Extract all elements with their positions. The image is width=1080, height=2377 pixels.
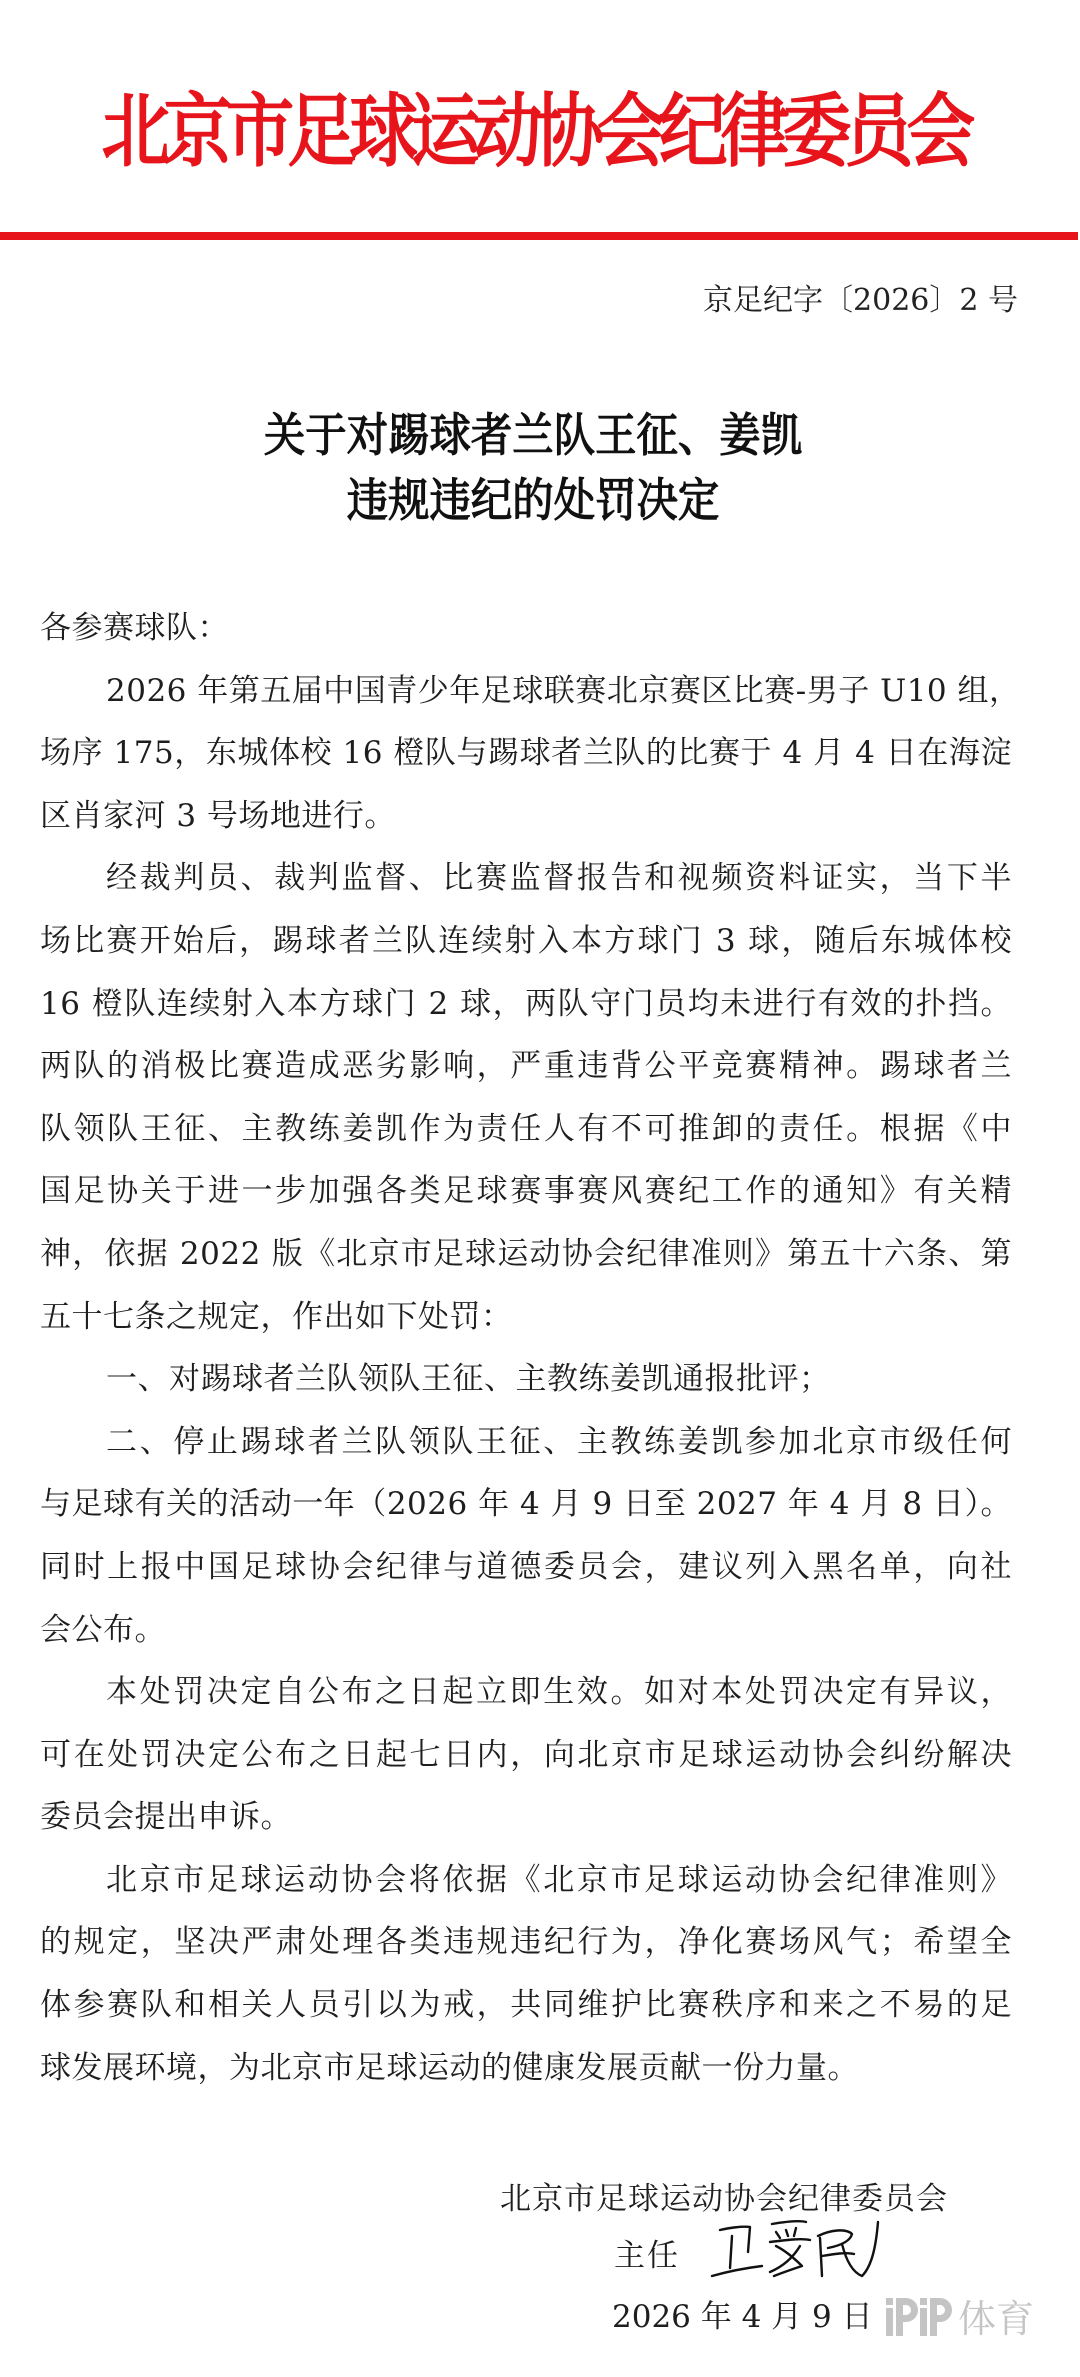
- body-line: 两队的消极比赛造成恶劣影响，严重违背公平竞赛精神。踢球者兰: [40, 1048, 1012, 1085]
- body-line: 一、对踢球者兰队领队王征、主教练姜凯通报批评；: [106, 1361, 831, 1398]
- letterhead-title: [30, 84, 1040, 178]
- watermark-text: 体育: [958, 2297, 1035, 2341]
- body-line: 球发展环境，为北京市足球运动的健康发展贡献一份力量。: [40, 2049, 859, 2086]
- body-line: 区肖家河 3 号场地进行。: [40, 797, 396, 834]
- body-line: 经裁判员、裁判监督、比赛监督报告和视频资料证实，当下半: [106, 860, 1012, 897]
- body-line: 2026 年第五届中国青少年足球联赛北京赛区比赛-男子 U10 组，: [106, 672, 1021, 709]
- headline-line-1: [0, 404, 1065, 466]
- body-line: 16 橙队连续射入本方球门 2 球，两队守门员均未进行有效的扑挡。: [40, 985, 1012, 1022]
- signature-icon: [706, 2216, 882, 2286]
- body-line: 委员会提出申诉。: [40, 1799, 292, 1836]
- salutation: 各参赛球队：: [40, 610, 229, 646]
- body-line: 可在处罚决定公布之日起七日内，向北京市足球运动协会纠纷解决: [40, 1736, 1012, 1773]
- headline-line-2: [0, 469, 1065, 531]
- document-number: 京足纪字〔2026〕2 号: [703, 283, 1018, 318]
- body-line: 场序 175，东城体校 16 橙队与踢球者兰队的比赛于 4 月 4 日在海淀: [40, 735, 1012, 772]
- body-line: 的规定，坚决严肃处理各类违规违纪行为，净化赛场风气；希望全: [40, 1924, 1012, 1961]
- body-line: 体参赛队和相关人员引以为戒，共同维护比赛秩序和来之不易的足: [40, 1987, 1012, 2024]
- headline-line-1-text: 关于对踢球者兰队王征、姜凯: [263, 408, 802, 462]
- body-line: 国足协关于进一步加强各类足球赛事赛风赛纪工作的通知》有关精: [40, 1173, 1012, 1210]
- headline-line-2-text: 违规违纪的处罚决定: [346, 473, 719, 527]
- body-line: 神，依据 2022 版《北京市足球运动协会纪律准则》第五十六条、第: [40, 1235, 1012, 1272]
- body-line: 二、停止踢球者兰队领队王征、主教练姜凯参加北京市级任何: [106, 1423, 1012, 1460]
- red-divider: [0, 232, 1078, 240]
- body-line: 北京市足球运动协会将依据《北京市足球运动协会纪律准则》: [106, 1861, 1012, 1898]
- pp-sports-watermark: [886, 2298, 1034, 2340]
- body-line: 本处罚决定自公布之日起立即生效。如对本处罚决定有异议，: [106, 1674, 1012, 1711]
- body-line: 场比赛开始后，踢球者兰队连续射入本方球门 3 球，随后东城体校: [40, 922, 1012, 959]
- issuing-committee: 北京市足球运动协会纪律委员会: [500, 2181, 948, 2217]
- body-line: 五十七条之规定，作出如下处罚：: [40, 1298, 513, 1335]
- body-line: 会公布。: [40, 1611, 166, 1648]
- director-label: 主任: [614, 2238, 680, 2274]
- body-line: 同时上报中国足球协会纪律与道德委员会，建议列入黑名单，向社: [40, 1548, 1012, 1585]
- letterhead-title-text: 北京市足球运动协会纪律委员会: [101, 84, 969, 178]
- signing-date: 2026 年 4 月 9 日: [612, 2299, 873, 2335]
- pp-logo-icon: [886, 2298, 954, 2340]
- body-line: 队领队王征、主教练姜凯作为责任人有不可推卸的责任。根据《中: [40, 1110, 1012, 1147]
- document-body: [40, 597, 1021, 2099]
- body-line: 与足球有关的活动一年（2026 年 4 月 9 日至 2027 年 4 月 8 日）。: [40, 1486, 1012, 1523]
